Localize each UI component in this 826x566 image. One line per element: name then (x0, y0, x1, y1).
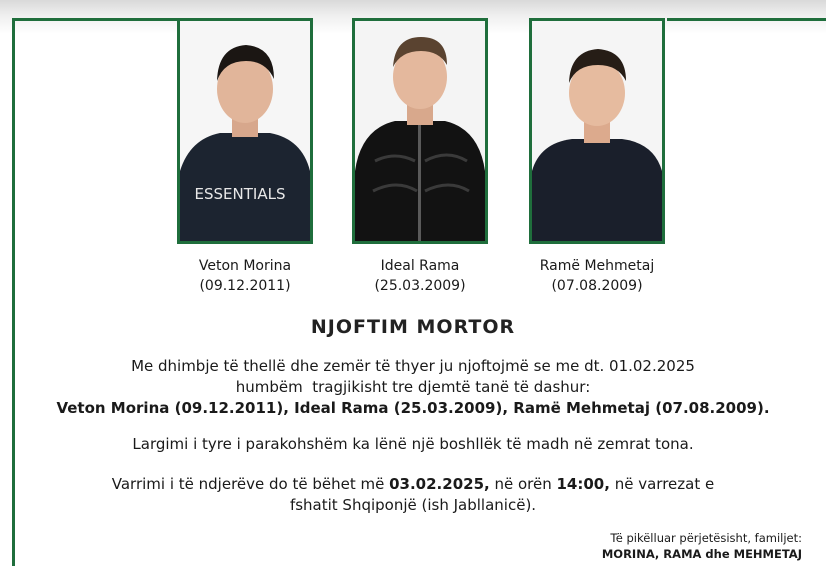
person-3-name: Ramë Mehmetaj (539, 258, 655, 274)
person-2-name: Ideal Rama (380, 258, 460, 274)
loss-paragraph: Largimi i tyre i parakohshëm ka lënë një boshllëk të madh në zemrat tona. (132, 435, 694, 453)
person-3-date: (07.08.2009) (551, 278, 643, 294)
burial-time: 14:00, (556, 475, 610, 493)
frame-top-border-right (667, 18, 826, 21)
burial-suffix: në varrezat e (609, 475, 715, 493)
burial-prefix: Varrimi i të ndjerëve do të bëhet më (111, 475, 390, 493)
person-1-name: Veton Morina (198, 258, 292, 274)
signature-block (602, 530, 802, 562)
photo-veton-morina (177, 18, 313, 244)
caption-person-2 (330, 256, 510, 296)
burial-paragraph (40, 474, 786, 516)
announcement-names-line: Veton Morina (09.12.2011), Ideal Rama (25.03.2009), Ramë Mehmetaj (07.08.2009). (56, 399, 770, 417)
notice-title: NJOFTIM MORTOR (310, 316, 516, 338)
photo-ideal-rama (352, 18, 488, 244)
burial-line-1 (40, 474, 786, 495)
caption-person-1 (155, 256, 335, 296)
burial-middle: në orën (489, 475, 557, 493)
burial-line-2: fshatit Shqiponjë (ish Jabllanicë). (289, 496, 537, 514)
announcement-line-1: Me dhimbje të thellë dhe zemër të thyer ju njoftojmë se me dt. 01.02.2025 (131, 357, 695, 375)
announcement-paragraph (40, 356, 786, 419)
photo-rame-mehmetaj (529, 18, 665, 244)
frame-top-border-left (12, 18, 177, 21)
frame-left-border (12, 18, 15, 566)
caption-person-3 (507, 256, 687, 296)
announcement-line-2: humbëm tragjikisht tre djemtë tanë të dashur: (235, 378, 591, 396)
person-2-date: (25.03.2009) (374, 278, 466, 294)
person-1-date: (09.12.2011) (199, 278, 291, 294)
signature-families: MORINA, RAMA dhe MEHMETAJ (601, 547, 802, 561)
signature-line-1: Të pikëlluar përjetësisht, familjet: (610, 531, 802, 545)
shirt-print-text: ESSENTIALS (194, 185, 286, 203)
burial-date: 03.02.2025, (389, 475, 490, 493)
